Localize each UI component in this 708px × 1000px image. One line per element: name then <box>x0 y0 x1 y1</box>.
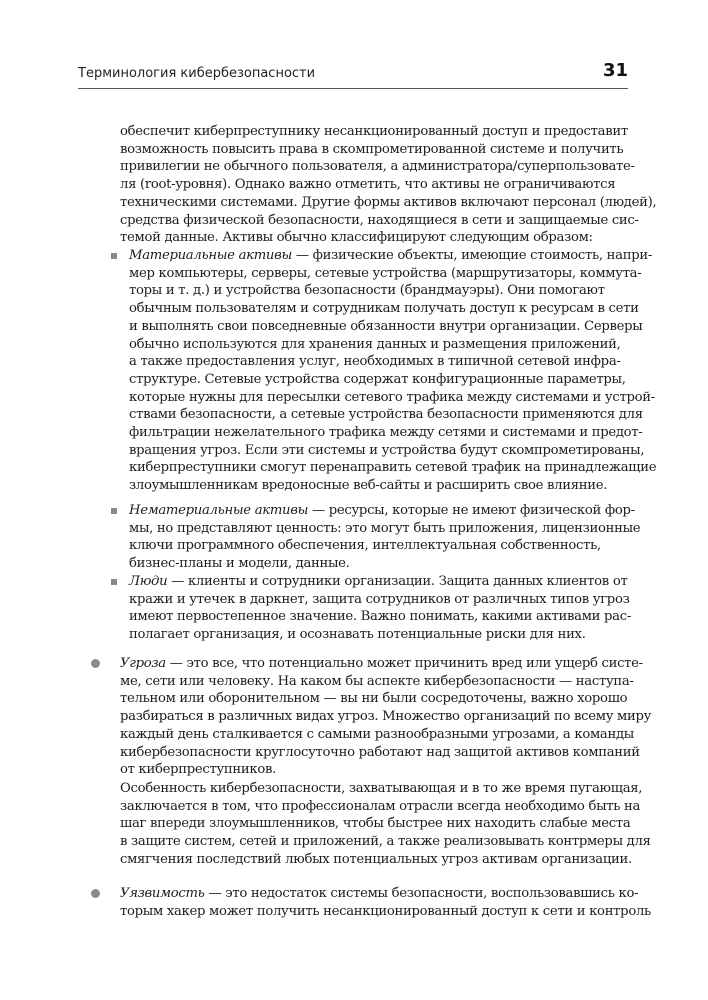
text-line: структуре. Сетевые устройства содержат конфигурационные параметры, <box>129 371 626 387</box>
list-item-threat <box>120 655 652 779</box>
page-header <box>78 56 628 90</box>
round-bullet-icon <box>91 659 100 668</box>
text-line: бизнес-планы и модели, данные. <box>129 556 350 572</box>
square-bullet-icon <box>111 253 117 259</box>
term-threat: Угроза <box>120 656 166 671</box>
text-line: темой данные. Активы обычно классифицируют следующим образом: <box>120 230 593 246</box>
term-intangible-assets: Нематериальные активы <box>129 503 309 518</box>
text-line <box>129 573 628 591</box>
text-line: заключается в том, что профессионалам отрасли всегда необходимо быть на <box>120 798 641 814</box>
term-vulnerability: Уязвимость <box>120 886 205 901</box>
text-line: в защите систем, сетей и приложений, а также реализовывать контрмеры для <box>120 834 651 850</box>
text-line: обычно используются для хранения данных и размещения приложений, <box>129 336 621 352</box>
text-line: торы и т. д.) и устройства безопасности (брандмауэры). Они помогают <box>129 283 605 299</box>
text-line: киберпреступники смогут перенаправить сетевой трафик на принадлежащие <box>129 460 657 476</box>
square-bullet-icon <box>111 579 117 585</box>
text-line <box>129 247 652 265</box>
text-line: шаг впереди злоумышленников, чтобы быстрее них находить слабые места <box>120 816 631 832</box>
term-people: Люди <box>129 574 168 589</box>
text-line: от киберпреступников. <box>120 762 276 778</box>
list-item-intangible-assets <box>129 502 641 573</box>
header-divider <box>78 88 628 89</box>
text-line: ствами безопасности, а сетевые устройства безопасности применяются для <box>129 407 643 423</box>
term-definition: — физические объекты, имеющие стоимость, напри- <box>291 248 652 263</box>
text-line: которые нужны для пересылки сетевого трафика между системами и устрой- <box>129 389 655 405</box>
text-line <box>129 502 635 520</box>
term-definition: — это все, что потенциально может причинить вред или ущерб систе- <box>165 656 643 671</box>
text-line: привилегии не обычного пользователя, а администратора/суперпользовате- <box>120 159 635 175</box>
text-line <box>120 885 639 903</box>
text-line: а также предоставления услуг, необходимых в типичной сетевой инфра- <box>129 354 621 370</box>
text-line: кражи и утечек в даркнет, защита сотрудников от различных типов угроз <box>129 591 630 607</box>
text-line: тельном или оборонительном — вы ни были сосредоточены, важно хорошо <box>120 691 628 707</box>
text-line: вращения угроз. Если эти системы и устройства будут скомпрометированы, <box>129 442 645 458</box>
square-bullet-icon <box>111 508 117 514</box>
text-line: разбираться в различных видах угроз. Множество организаций по всему миру <box>120 709 652 725</box>
term-definition: — ресурсы, которые не имеют физической фор- <box>308 503 635 518</box>
text-line: кибербезопасности круглосуточно работают над защитой активов компаний <box>120 744 640 760</box>
text-line: ключи программного обеспечения, интеллектуальная собственность, <box>129 538 601 554</box>
page-number: 31 <box>602 60 628 81</box>
text-line: техническими системами. Другие формы активов включают персонал (людей), <box>120 194 657 210</box>
text-line: возможность повысить права в скомпрометированной системе и получить <box>120 141 624 157</box>
text-line: ме, сети или человеку. На каком бы аспекте кибербезопасности — наступа- <box>120 673 634 689</box>
text-line: Особенность кибербезопасности, захватывающая и в то же время пугающая, <box>120 781 643 796</box>
threat-paragraph <box>120 780 651 869</box>
text-line: злоумышленникам вредоносные веб-сайты и расширить свое влияние. <box>129 478 608 494</box>
round-bullet-icon <box>91 889 100 898</box>
text-line: средства физической безопасности, находящиеся в сети и защищаемые сис- <box>120 212 639 228</box>
text-line <box>120 655 643 673</box>
text-line: торым хакер может получить несанкционированный доступ к сети и контроль <box>120 903 651 919</box>
text-line: обычным пользователям и сотрудникам получать доступ к ресурсам в сети <box>129 301 639 317</box>
intro-paragraph <box>120 123 657 247</box>
text-line: смягчения последствий любых потенциальных угроз активам организации. <box>120 851 632 867</box>
list-item-vulnerability <box>120 885 651 920</box>
text-line: мы, но представляют ценность: это могут быть приложения, лицензионные <box>129 520 641 536</box>
text-line: обеспечит киберпреступнику несанкционированный доступ и предоставит <box>120 124 628 139</box>
list-item-tangible-assets <box>129 247 657 495</box>
running-title: Терминология кибербезопасности <box>78 66 316 81</box>
text-line: мер компьютеры, серверы, сетевые устройства (маршрутизаторы, коммута- <box>129 265 642 281</box>
term-tangible-assets: Материальные активы <box>129 248 292 263</box>
text-line: и выполнять свои повседневные обязанности внутри организации. Серверы <box>129 318 643 334</box>
text-line: ля (root-уровня). Однако важно отметить, что активы не ограничиваются <box>120 177 616 193</box>
term-definition: — клиенты и сотрудники организации. Защита данных клиентов от <box>167 574 628 589</box>
text-line: имеют первостепенное значение. Важно понимать, какими активами рас- <box>129 609 631 625</box>
term-definition: — это недостаток системы безопасности, воспользовавшись ко- <box>204 886 639 901</box>
text-line: полагает организация, и осознавать потенциальные риски для них. <box>129 627 586 643</box>
list-item-people <box>129 573 631 644</box>
text-line: фильтрации нежелательного трафика между сетями и системами и предот- <box>129 425 643 441</box>
text-line: каждый день сталкивается с самыми разнообразными угрозами, а команды <box>120 726 634 742</box>
